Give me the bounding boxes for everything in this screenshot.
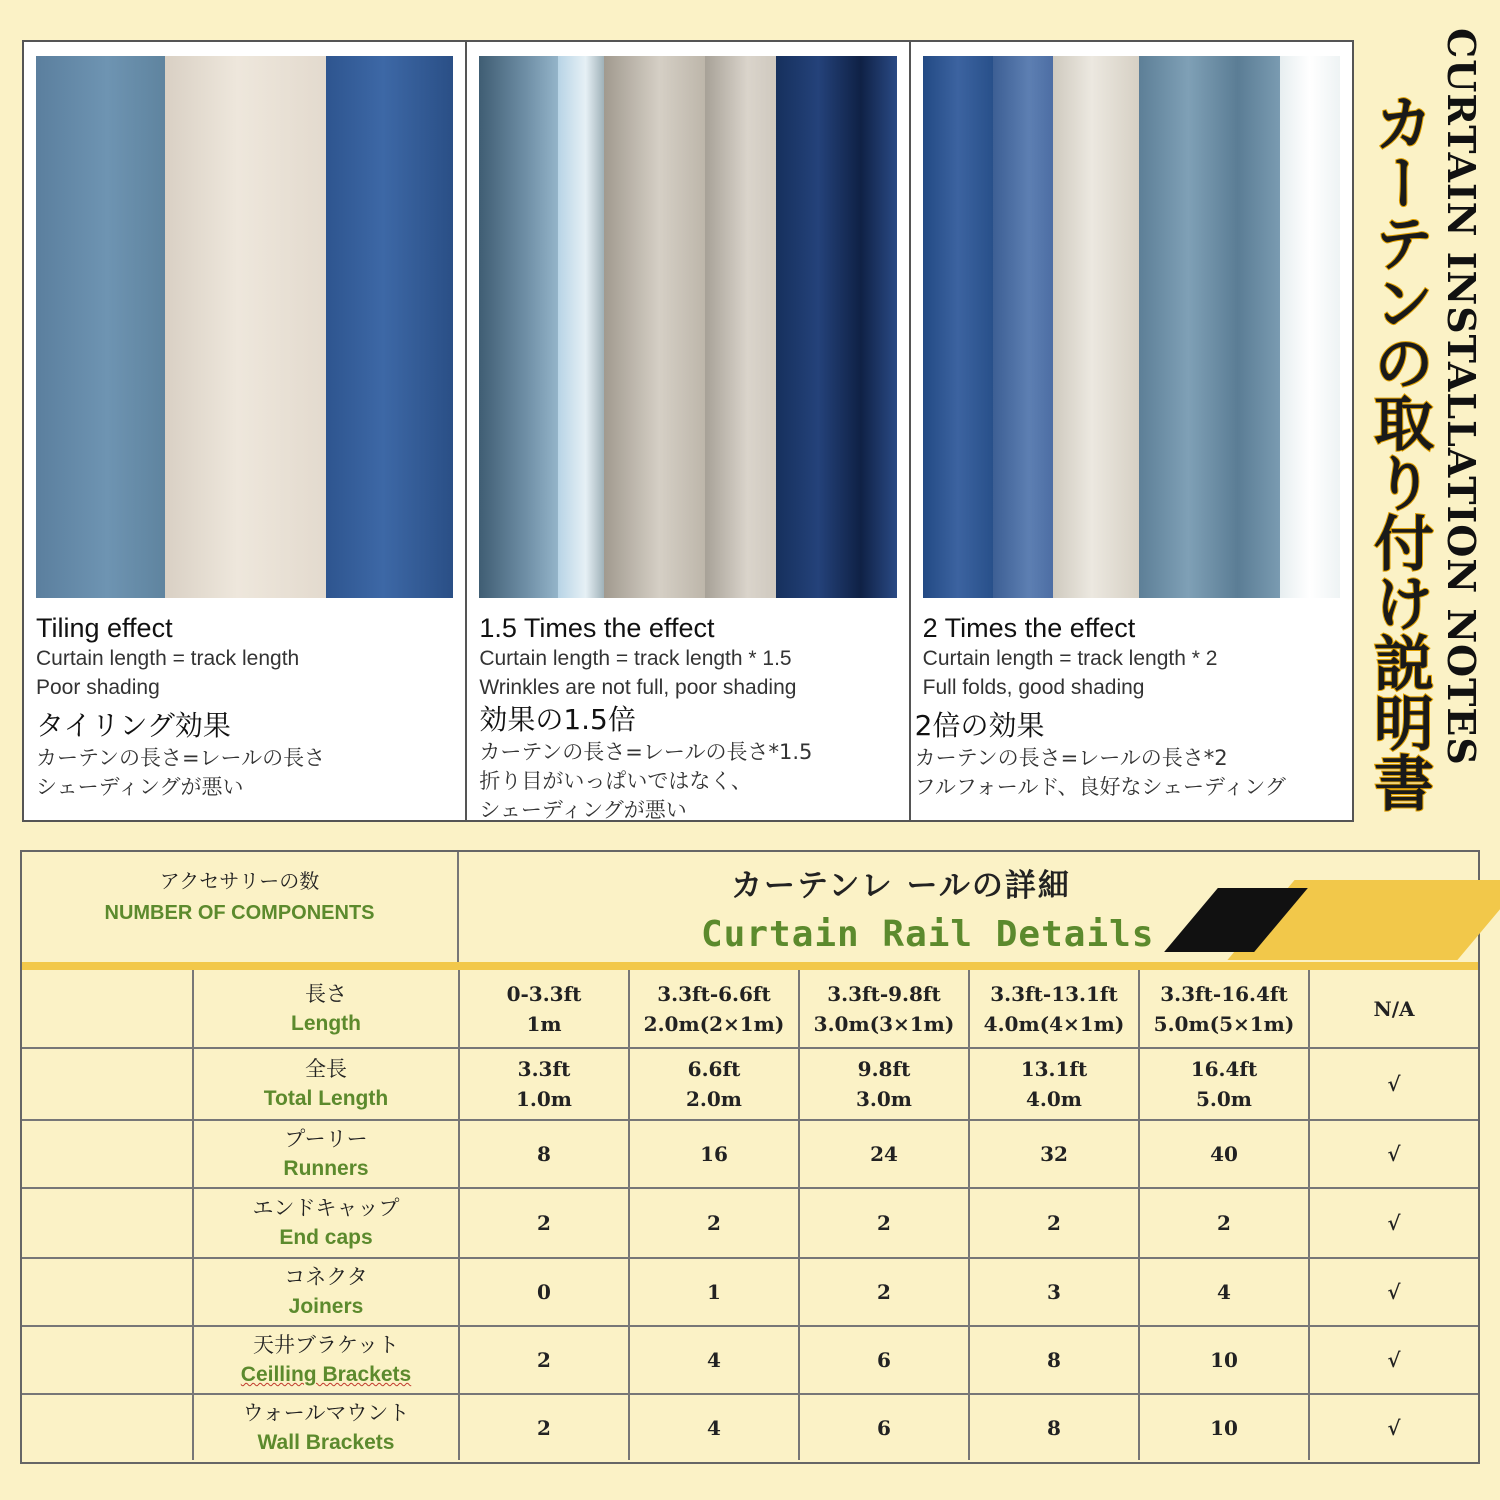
cell-value: 2 — [1217, 1211, 1231, 1235]
title-english: CURTAIN INSTALLATION NOTES — [1439, 28, 1484, 766]
cell-value: 10 — [1210, 1415, 1238, 1440]
table-cell — [459, 1394, 629, 1460]
cell-value: 2 — [707, 1211, 721, 1235]
table-row — [22, 1258, 1478, 1326]
table-cell — [629, 1394, 799, 1460]
cell-value: 4 — [1217, 1280, 1231, 1304]
row-label-cell — [193, 1048, 459, 1120]
panel-title-jp: タイリング効果 — [36, 709, 231, 742]
cell-value: 1.0m — [516, 1087, 572, 1111]
panel-caption — [479, 598, 896, 825]
table-cell — [1309, 1394, 1478, 1460]
table-cell — [629, 1048, 799, 1120]
cell-value: 2 — [537, 1211, 551, 1235]
table-cell — [969, 970, 1139, 1048]
cell-value: 2 — [537, 1348, 551, 1372]
cell-value: 4 — [707, 1415, 721, 1440]
table-row — [22, 1188, 1478, 1258]
cell-value: 0 — [537, 1280, 551, 1304]
row-label-cell — [193, 1120, 459, 1188]
cell-value: 3.3ft-16.4ft — [1160, 981, 1288, 1006]
table-cell — [1139, 970, 1309, 1048]
cell-value: 3.0m(3×1m) — [813, 1011, 955, 1036]
table-cell — [459, 1326, 629, 1394]
components-header-en: NUMBER OF COMPONENTS — [104, 902, 375, 924]
table-cell — [969, 1120, 1139, 1188]
cell-value: 2 — [877, 1280, 891, 1304]
table-header — [22, 852, 1478, 970]
row-label-cell — [193, 1258, 459, 1326]
cell-value: 8 — [537, 1142, 551, 1166]
row-label-jp: ウォールマウント — [242, 1400, 410, 1425]
table-cell — [459, 970, 629, 1048]
cell-value: 6 — [877, 1348, 891, 1372]
row-label-en: Ceilling Brackets — [240, 1363, 412, 1386]
cell-value: 2.0m(2×1m) — [643, 1011, 785, 1036]
row-label-cell — [193, 1326, 459, 1394]
row-label-jp: プーリー — [284, 1127, 368, 1151]
table-cell — [629, 970, 799, 1048]
table-cell — [1139, 1048, 1309, 1120]
table-cell — [1139, 1120, 1309, 1188]
table-row — [22, 1394, 1478, 1460]
rail-details-header-jp: カーテンレ ールの詳細 — [731, 868, 1071, 904]
panel-text-en: Curtain length = track length * 2 — [922, 647, 1218, 670]
panel-text-en: Wrinkles are not full, poor shading — [479, 676, 797, 699]
row-label-jp: 長さ — [305, 981, 347, 1006]
cell-value: 2 — [1047, 1211, 1061, 1235]
table-cell — [969, 1258, 1139, 1326]
panel-text-jp: カーテンの長さ=レールの長さ*2 — [914, 746, 1228, 770]
row-spacer-cell — [22, 1120, 193, 1188]
title-japanese: カーテンの取り付け説明書 — [1364, 92, 1434, 812]
curtain-photo-1-5-times — [479, 56, 896, 598]
row-label-en: Wall Brackets — [257, 1430, 395, 1454]
curtain-effect-panels — [22, 40, 1354, 822]
table-cell — [1139, 1258, 1309, 1326]
cell-value: 3.3ft — [517, 1057, 571, 1081]
cell-value: 16 — [700, 1142, 728, 1166]
cell-value: 3.3ft-13.1ft — [990, 981, 1118, 1006]
cell-value: 2.0m — [686, 1087, 742, 1111]
table-cell — [1139, 1326, 1309, 1394]
panel-title-jp: 2倍の効果 — [914, 709, 1045, 742]
row-label-jp: 全長 — [305, 1057, 347, 1081]
table-cell — [969, 1394, 1139, 1460]
panel-text-jp: カーテンの長さ=レールの長さ — [36, 746, 326, 770]
table-cell — [459, 1120, 629, 1188]
panel-text-jp: フルフォールド、良好なシェーディング — [914, 775, 1286, 799]
table-cell — [459, 1048, 629, 1120]
table-cell — [799, 1048, 969, 1120]
row-label-en: Runners — [283, 1157, 369, 1180]
cell-value: 5.0m(5×1m) — [1153, 1011, 1295, 1036]
row-label-cell — [193, 1188, 459, 1258]
panel-1-5-times-effect — [467, 42, 910, 820]
panel-title: 2 Times the effect — [922, 613, 1136, 643]
cell-value: 5.0m — [1196, 1087, 1252, 1111]
table-cell — [969, 1048, 1139, 1120]
table-cell — [1309, 1120, 1478, 1188]
panel-text-en: Curtain length = track length * 1.5 — [479, 647, 792, 670]
table-row — [22, 1120, 1478, 1188]
cell-value: 6.6ft — [687, 1057, 741, 1081]
cell-value: N/A — [1373, 996, 1415, 1021]
rail-details-header-en: Curtain Rail Details — [701, 914, 1155, 955]
cell-value: 4.0m — [1026, 1087, 1082, 1111]
table-cell — [459, 1188, 629, 1258]
cell-value: 4.0m(4×1m) — [983, 1011, 1125, 1036]
cell-value: 40 — [1210, 1142, 1238, 1166]
table-cell — [799, 1258, 969, 1326]
cell-value: 2 — [877, 1211, 891, 1235]
cell-value: 13.1ft — [1020, 1057, 1088, 1081]
cell-value: 8 — [1047, 1348, 1061, 1372]
panel-2-times-effect — [911, 42, 1352, 820]
cell-value: 16.4ft — [1190, 1057, 1258, 1081]
table-row — [22, 1326, 1478, 1394]
table-cell — [1309, 1188, 1478, 1258]
row-label-cell — [193, 970, 459, 1048]
row-label-en: Length — [291, 1011, 361, 1035]
cell-value: 0-3.3ft — [506, 981, 582, 1006]
cell-value: 10 — [1210, 1348, 1238, 1372]
panel-title: 1.5 Times the effect — [479, 613, 715, 643]
cell-value: √ — [1387, 1072, 1401, 1096]
table-cell — [629, 1326, 799, 1394]
components-header-jp: アクセサリーの数 — [159, 869, 320, 893]
cell-value: 24 — [870, 1142, 898, 1166]
table-cell — [459, 1258, 629, 1326]
panel-tiling-effect — [24, 42, 467, 820]
panel-caption — [36, 598, 453, 802]
panel-text-jp: 折り目がいっぱいではなく、 — [479, 769, 752, 793]
cell-value: √ — [1387, 1280, 1401, 1304]
row-label-en: Total Length — [263, 1087, 389, 1110]
table-cell — [1309, 1048, 1478, 1120]
panel-text-jp: シェーディングが悪い — [479, 798, 687, 822]
table-cell — [629, 1258, 799, 1326]
cell-value: 8 — [1047, 1415, 1061, 1440]
table-cell — [1309, 970, 1478, 1048]
table-cell — [799, 970, 969, 1048]
cell-value: 32 — [1040, 1142, 1068, 1166]
cell-value: 2 — [537, 1415, 551, 1440]
row-label-en: End caps — [279, 1226, 373, 1249]
panel-text-en: Poor shading — [36, 676, 160, 699]
cell-value: √ — [1387, 1348, 1401, 1372]
table-row — [22, 970, 1478, 1048]
table-cell — [629, 1188, 799, 1258]
cell-value: 9.8ft — [857, 1057, 911, 1081]
table-cell — [1139, 1394, 1309, 1460]
panel-caption — [914, 598, 1340, 802]
table-cell — [799, 1120, 969, 1188]
row-label-jp: コネクタ — [284, 1265, 368, 1289]
panel-title-jp: 効果の1.5倍 — [479, 703, 636, 736]
row-label-jp: エンドキャップ — [252, 1196, 400, 1220]
row-spacer-cell — [22, 1258, 193, 1326]
components-table — [20, 850, 1480, 1464]
row-label-en: Joiners — [288, 1295, 364, 1318]
table-cell — [629, 1120, 799, 1188]
row-spacer-cell — [22, 1188, 193, 1258]
curtain-photo-tiling — [36, 56, 453, 598]
panel-text-jp: シェーディングが悪い — [36, 775, 244, 799]
cell-value: 3.3ft-9.8ft — [827, 981, 941, 1006]
table-cell — [799, 1394, 969, 1460]
panel-text-en: Curtain length = track length — [36, 647, 300, 670]
cell-value: 4 — [707, 1348, 721, 1372]
cell-value: √ — [1387, 1211, 1401, 1235]
row-spacer-cell — [22, 970, 193, 1048]
table-cell — [799, 1326, 969, 1394]
panel-text-jp: カーテンの長さ=レールの長さ*1.5 — [479, 740, 813, 764]
row-spacer-cell — [22, 1394, 193, 1460]
cell-value: 3.3ft-6.6ft — [657, 981, 771, 1006]
table-cell — [1139, 1188, 1309, 1258]
cell-value: √ — [1387, 1415, 1401, 1440]
rail-details-header — [461, 852, 1478, 962]
cell-value: 3.0m — [856, 1087, 912, 1111]
cell-value: √ — [1387, 1142, 1401, 1166]
panel-text-en: Full folds, good shading — [922, 676, 1145, 699]
cell-value: 1 — [707, 1280, 721, 1304]
table-cell — [1309, 1326, 1478, 1394]
table-cell — [969, 1188, 1139, 1258]
row-spacer-cell — [22, 1326, 193, 1394]
row-spacer-cell — [22, 1048, 193, 1120]
cell-value: 6 — [877, 1415, 891, 1440]
cell-value: 3 — [1047, 1280, 1061, 1304]
row-label-cell — [193, 1394, 459, 1460]
curtain-photo-2-times — [923, 56, 1340, 598]
table-row — [22, 1048, 1478, 1120]
components-header — [22, 852, 459, 962]
table-cell — [1309, 1258, 1478, 1326]
table-cell — [799, 1188, 969, 1258]
row-label-jp: 天井ブラケット — [253, 1333, 399, 1357]
table-cell — [969, 1326, 1139, 1394]
panel-title: Tiling effect — [36, 613, 173, 643]
cell-value: 1m — [526, 1011, 562, 1036]
components-data-table — [22, 970, 1478, 1460]
